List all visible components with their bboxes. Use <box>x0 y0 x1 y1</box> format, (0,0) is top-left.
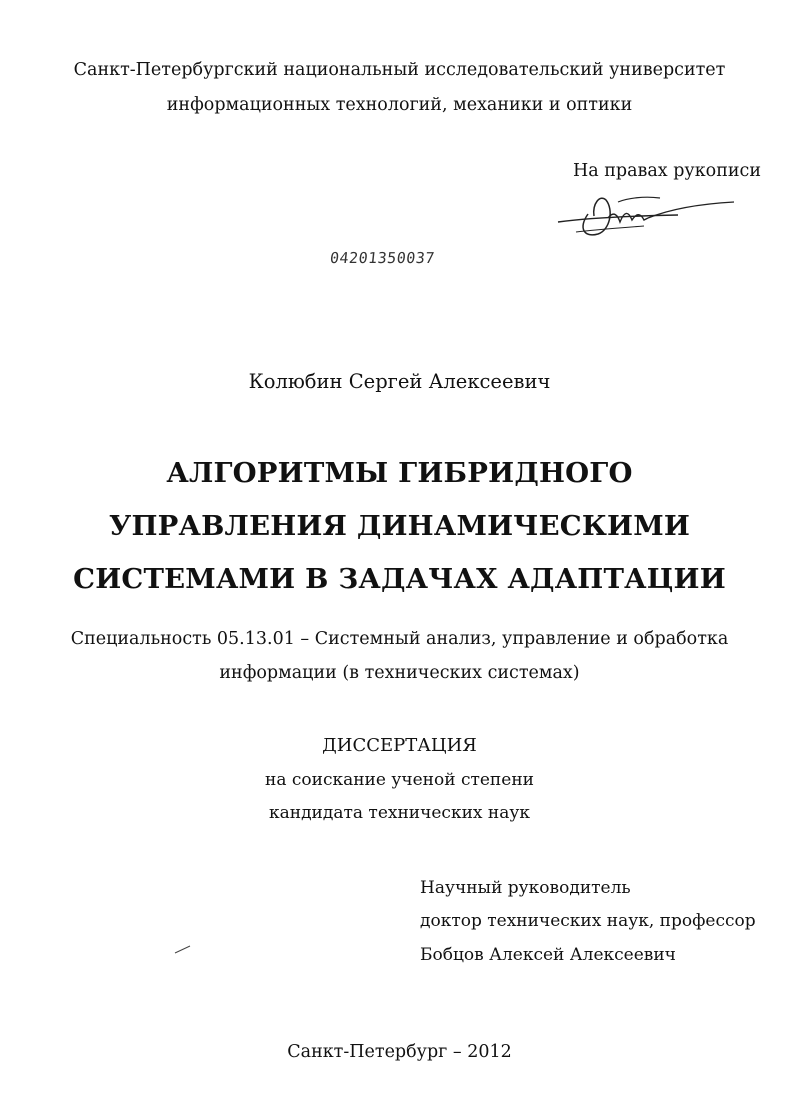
author-signature <box>548 188 738 246</box>
city-year: Санкт-Петербург – 2012 <box>287 1042 512 1062</box>
supervisor-label: Научный руководитель <box>420 878 631 898</box>
title-line2: УПРАВЛЕНИЯ ДИНАМИЧЕСКИМИ <box>108 510 691 542</box>
supervisor-title: доктор технических наук, профессор <box>420 911 756 931</box>
university-name-line1: Санкт-Петербургский национальный исследовательский университет <box>73 60 726 80</box>
pen-mark <box>174 944 192 954</box>
archive-number: 04201350037 <box>329 249 436 267</box>
dissertation-title <box>0 447 799 606</box>
title-line3: СИСТЕМАМИ В ЗАДАЧАХ АДАПТАЦИИ <box>73 563 726 595</box>
author-name: Колюбин Сергей Алексеевич <box>248 370 551 393</box>
title-line1: АЛГОРИТМЫ ГИБРИДНОГО <box>166 457 633 489</box>
degree-line2: кандидата технических наук <box>268 803 530 823</box>
document-type: ДИССЕРТАЦИЯ <box>322 735 477 756</box>
degree-line1: на соискание ученой степени <box>264 770 534 790</box>
specialty-line1: Специальность 05.13.01 – Системный анализ, управление и обработка <box>70 629 729 649</box>
university-name-line2: информационных технологий, механики и оптики <box>166 95 633 115</box>
specialty-line2: информации (в технических системах) <box>219 663 580 683</box>
manuscript-rights-note: На правах рукописи <box>572 161 761 181</box>
supervisor-name: Бобцов Алексей Алексеевич <box>420 945 676 965</box>
